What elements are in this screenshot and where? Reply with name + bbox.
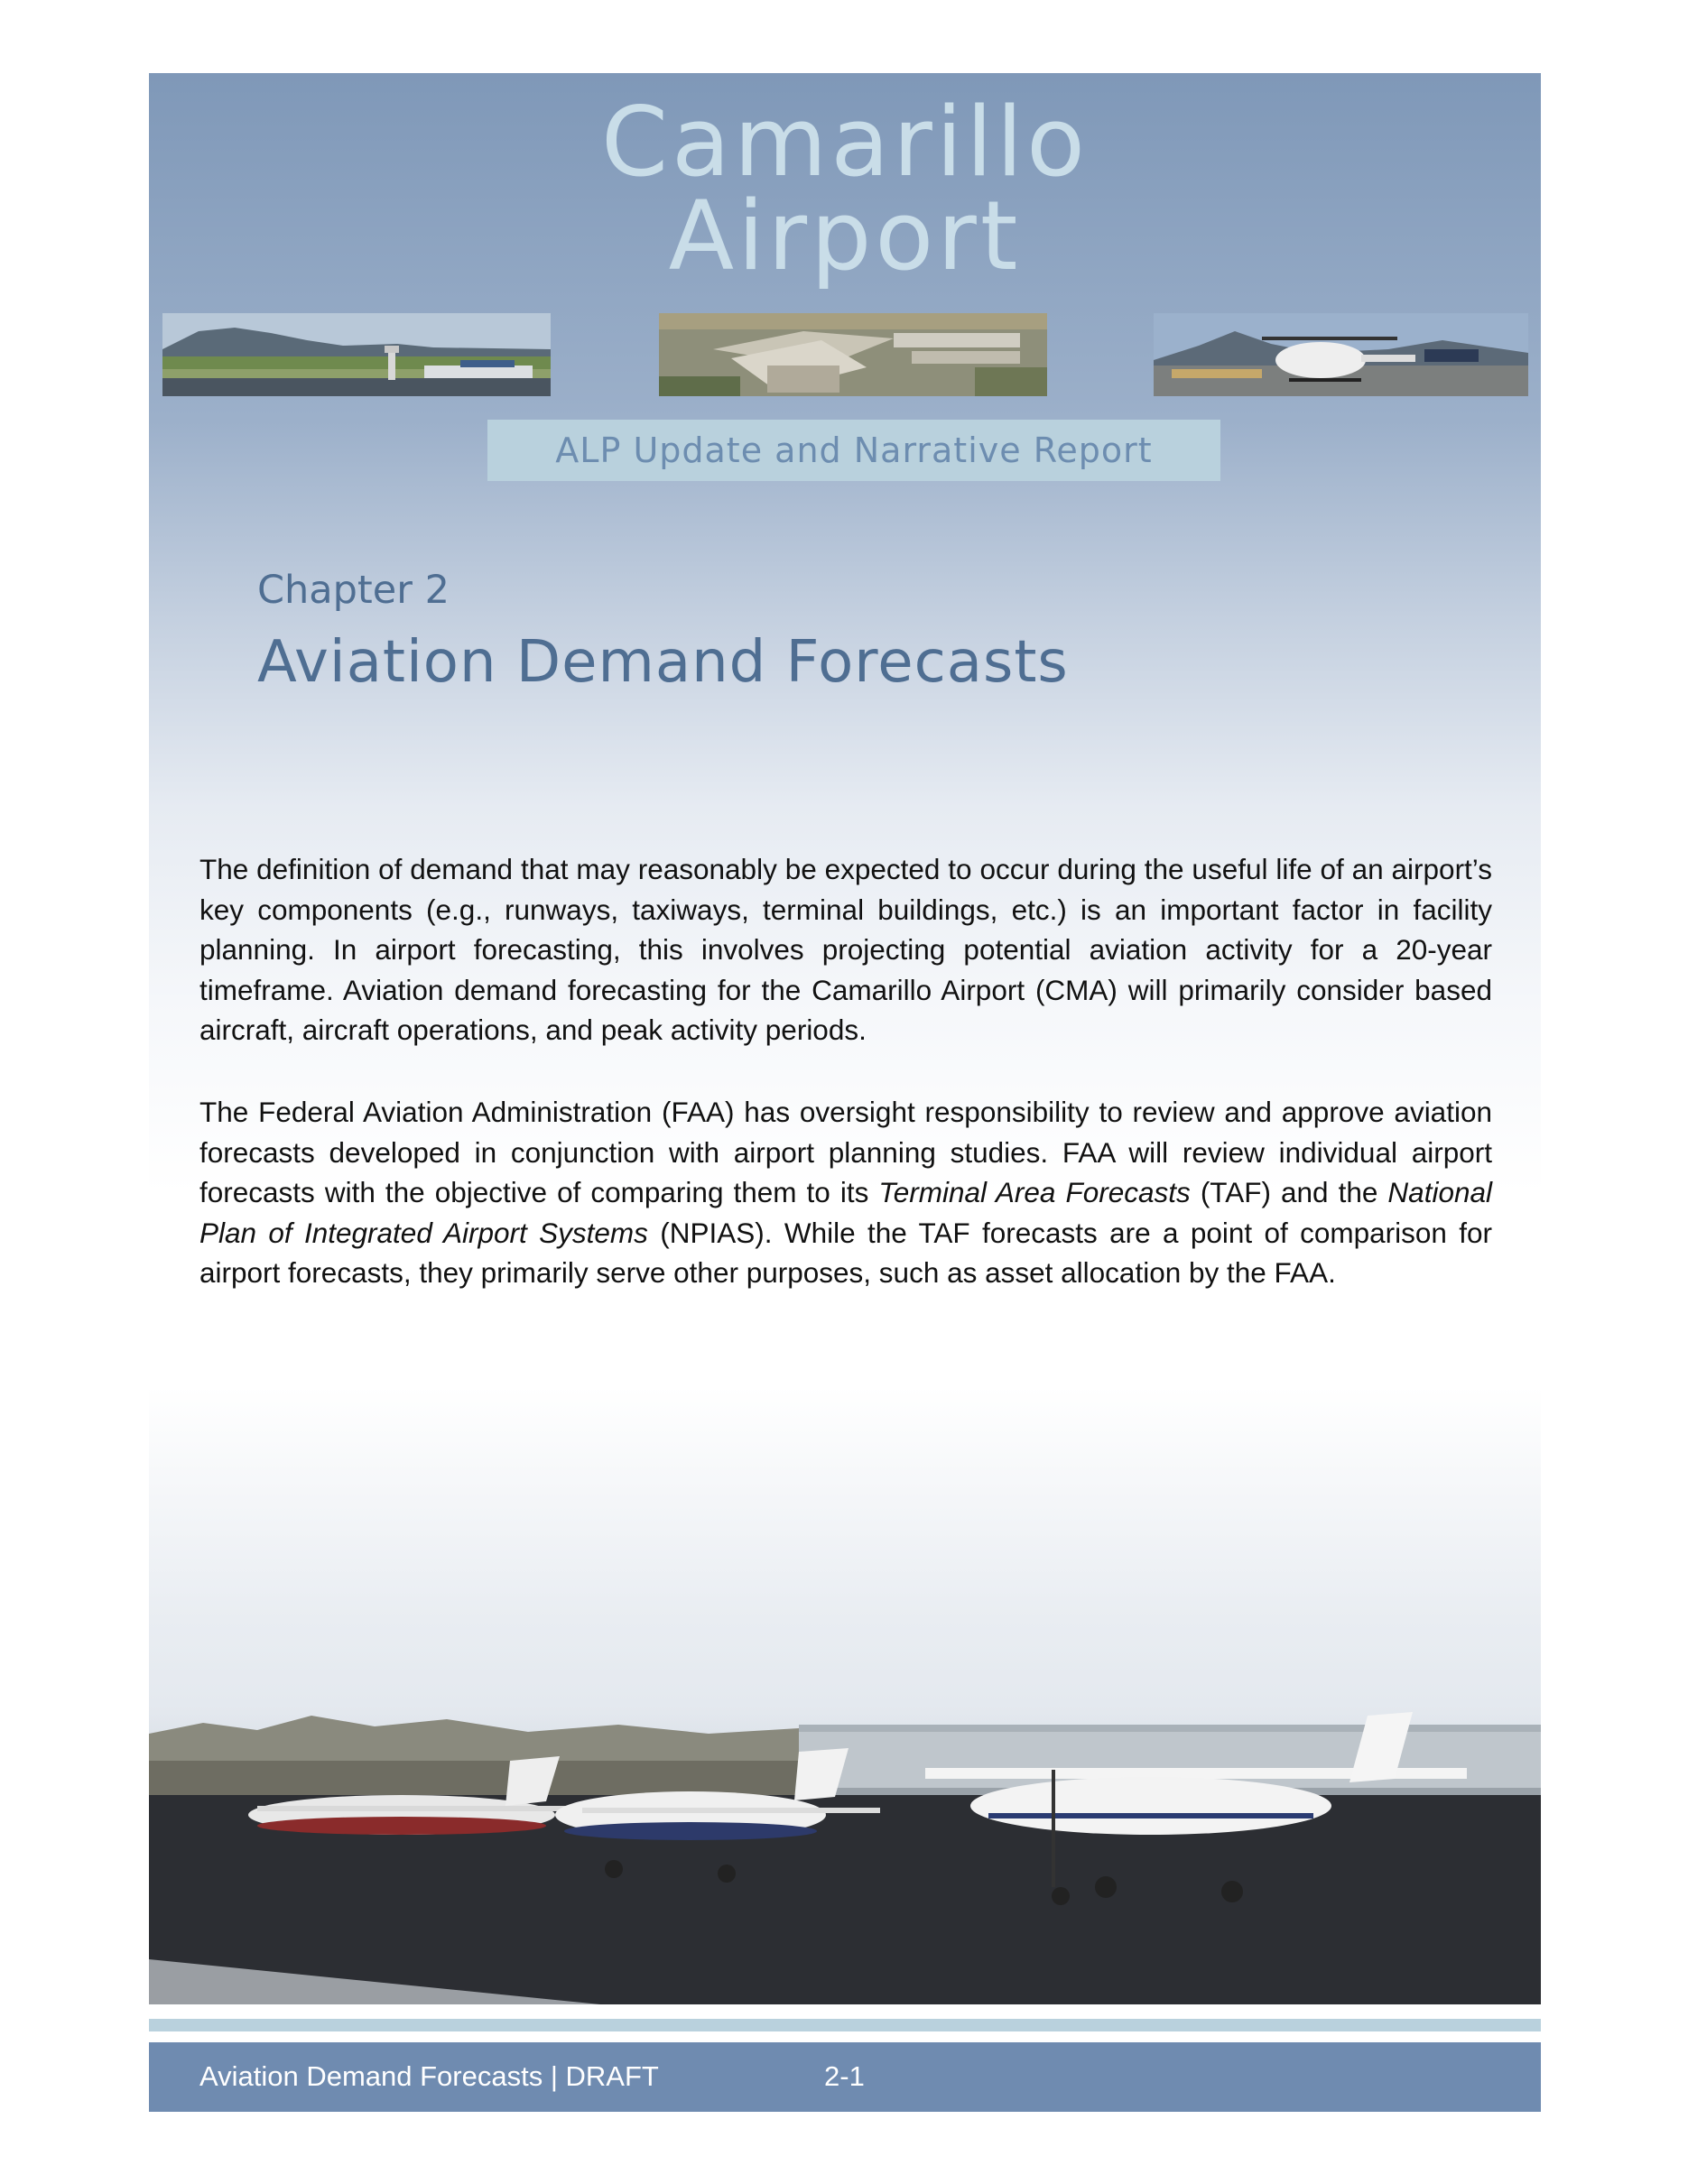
photo-helicopter <box>1154 313 1528 396</box>
chapter-number: Chapter 2 <box>257 568 450 613</box>
npias-title: National Plan of Integrated Airport Systems <box>199 1176 1492 1249</box>
page-number: 2-1 <box>824 2060 865 2092</box>
footer-section-label: Aviation Demand Forecasts | DRAFT <box>199 2060 659 2092</box>
photo-runway <box>162 313 551 396</box>
apron-aircraft-photo <box>149 1707 1541 2004</box>
intro-paragraph: The definition of demand that may reasonably be expected to occur during the useful life of an airport’s key components (e.g., runways, taxiways, terminal buildings, etc.) is an important factor in facility planning. In airport forecasting, this involves projecting potential aviation activity for a 20-year timeframe. Aviation demand forecasting for the Camarillo Airport (CMA) will primarily consider based aircraft, aircraft operations, and peak activity periods. <box>199 853 1492 1046</box>
photo-hangars <box>659 313 1047 396</box>
footer-divider <box>149 2019 1541 2031</box>
page-footer <box>149 2042 1541 2112</box>
chapter-title: Aviation Demand Forecasts <box>257 629 1069 696</box>
taf-title: Terminal Area Forecasts <box>878 1176 1191 1208</box>
faa-paragraph-text-3: (NPIAS). While the TAF forecasts are a point of comparison for airport forecasts, they primarily serve other purposes, such as asset allocation by the FAA. <box>199 1216 1492 1289</box>
report-subtitle: ALP Update and Narrative Report <box>487 420 1220 481</box>
faa-paragraph-text-2: (TAF) and the <box>1190 1176 1388 1208</box>
title-line-2: Airport <box>668 180 1022 292</box>
cover-panel <box>149 73 1541 2004</box>
faa-paragraph-text-1: The Federal Aviation Administration (FAA) has oversight responsibility to review and approve aviation forecasts developed in conjunction with airport planning studies. FAA will review individual airport forecasts with the objective of comparing them to its <box>199 1096 1492 1208</box>
title-line-1: Camarillo <box>601 87 1089 198</box>
faa-paragraph <box>199 1092 1492 1293</box>
